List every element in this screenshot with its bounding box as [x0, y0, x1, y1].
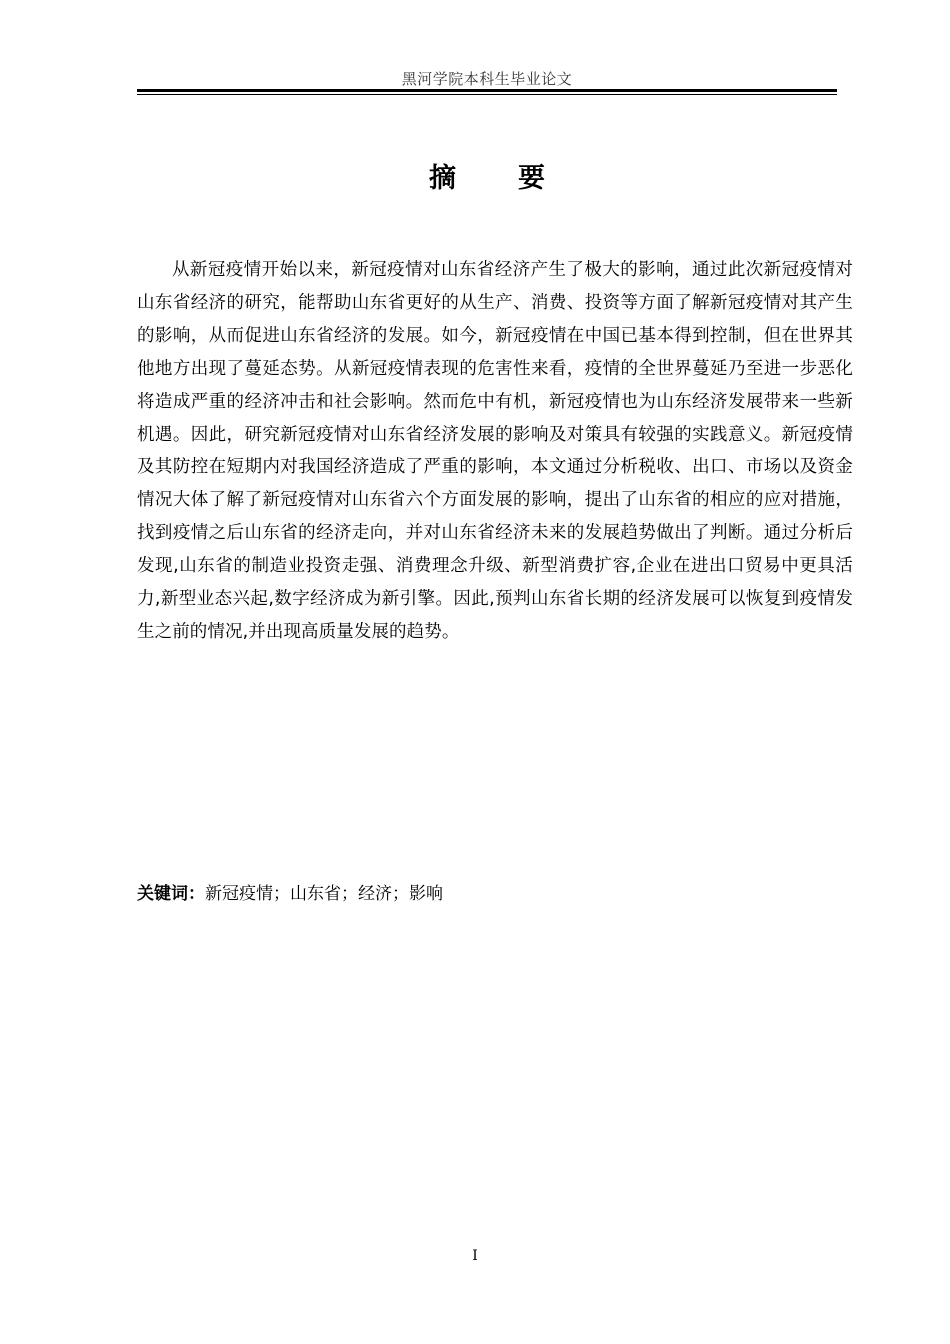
keywords-values: 新冠疫情；山东省；经济；影响 [205, 884, 443, 904]
page-number: I [472, 1248, 478, 1264]
running-header: 黑河学院本科生毕业论文 [401, 70, 573, 88]
header-rule-thick [137, 89, 837, 92]
keywords-label: 关键词： [137, 884, 205, 904]
abstract-title-char-2: 要 [518, 163, 545, 194]
abstract-body: 从新冠疫情开始以来，新冠疫情对山东省经济产生了极大的影响，通过此次新冠疫情对山东省经济的研究，能帮助山东省更好的从生产、消费、投资等方面了解新冠疫情对其产生的影响，从而促进山东省经济的发展。如今，新冠疫情在中国已基本得到控制，但在世界其他地方出现了蔓延态势。从新冠疫情表现的危害性来看，疫情的全世界蔓延乃至进一步恶化将造成严重的经济冲击和社会影响。然而危中有机，新冠疫情也为山东经济发展带来一些新机遇。因此，研究新冠疫情对山东省经济发展的影响及对策具有较强的实践意义。新冠疫情及其防控在短期内对我国经济造成了严重的影响，本文通过分析税收、出口、市场以及资金情况大体了解了新冠疫情对山东省六个方面发展的影响，提出了山东省的相应的应对措施，找到疫情之后山东省的经济走向，并对山东省经济未来的发展趋势做出了判断。通过分析后发现,山东省的制造业投资走强、消费理念升级、新型消费扩容,企业在进出口贸易中更具活力,新型业态兴起,数字经济成为新引擎。因此,预判山东省长期的经济发展可以恢复到疫情发生之前的情况,并出现高质量发展的趋势。 [137, 260, 853, 642]
abstract-title [137, 156, 837, 195]
header-rule-thin [137, 94, 837, 95]
keywords-line [137, 880, 443, 908]
abstract-title-char-1: 摘 [429, 163, 456, 194]
